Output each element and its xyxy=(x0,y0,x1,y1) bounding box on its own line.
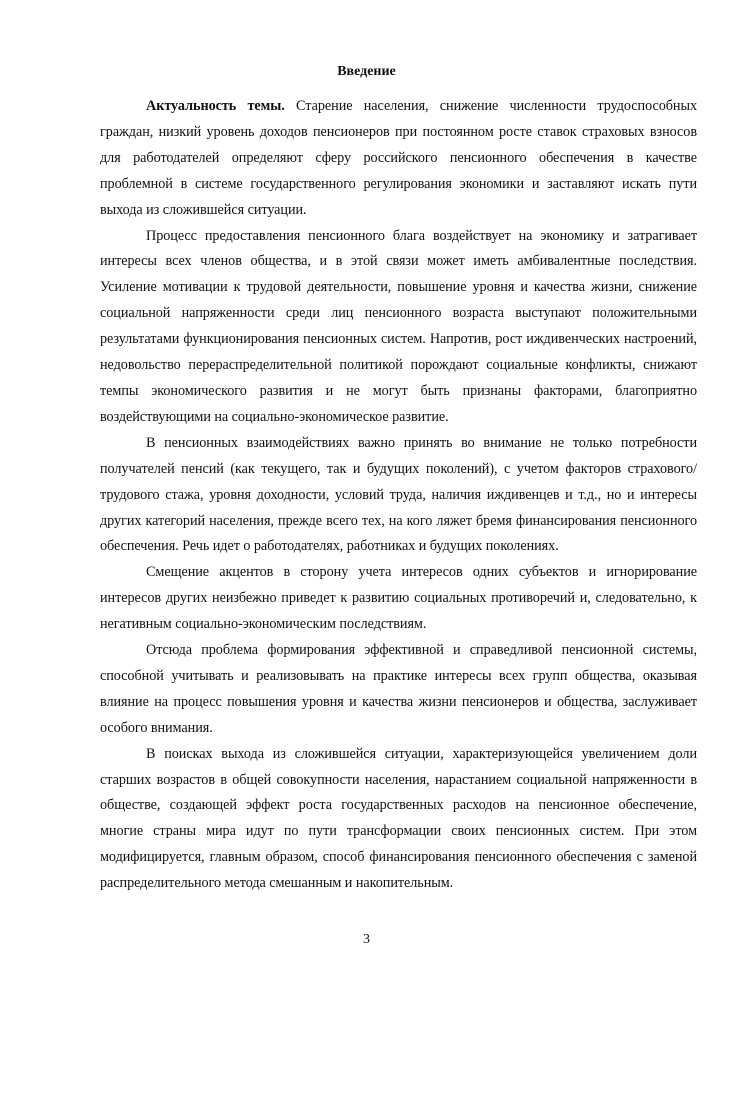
paragraph: В пенсионных взаимодействиях важно принять во внимание не только потребности получателей пенсий (как текущего, так и будущих поколений), с учетом факторов страхового/трудового стажа, уровня доходности, условий труда, наличия иждивенцев и т.д., но и интересы других категорий населения, прежде всего тех, на кого ляжет бремя финансирования пенсионного обеспечения. Речь идет о работодателях, работниках и будущих поколениях. xyxy=(100,434,697,555)
page-number: 3 xyxy=(363,932,370,947)
paragraph-relevance xyxy=(100,94,697,224)
page-title: Введение xyxy=(337,64,396,79)
paragraph: В поисках выхода из сложившейся ситуации, характеризующейся увеличением доли старших возрастов в общей совокупности населения, нарастанием социальной напряженности в обществе, создающей эффект роста государственных расходов на пенсионное обеспечение, многие страны мира идут по пути трансформации своих пенсионных систем. При этом модифицируется, главным образом, способ финансирования пенсионного обеспечения с заменой распределительного метода смешанным и накопительным. xyxy=(100,745,697,892)
paragraph-text: Старение населения, снижение численности трудоспособных граждан, низкий уровень доходов пенсионеров при постоянном росте ставок страховых взносов для работодателей определяют сферу российского пенсионного обеспечения в качестве проблемной в системе государственного регулирования экономики и заставляют искать пути выхода из сложившейся ситуации. xyxy=(100,98,697,218)
paragraph: Отсюда проблема формирования эффективной и справедливой пенсионной системы, способной учитывать и реализовывать на практике интересы всех групп общества, оказывая влияние на процесс повышения уровня и качества жизни пенсионеров и общества, заслуживает особого внимания. xyxy=(100,642,697,736)
paragraph: Процесс предоставления пенсионного блага воздействует на экономику и затрагивает интересы всех членов общества, и в этой связи может иметь амбивалентные последствия. Усиление мотивации к трудовой деятельности, повышение уровня и качества жизни, снижение социальной напряженности среди лиц пенсионного возраста выступают положительными результатами функционирования пенсионных систем. Напротив, рост иждивенческих настроений, недовольство перераспределительной политикой порождают социальные конфликты, снижают темпы экономического развития и не могут быть признаны факторами, благоприятно воздействующими на социально-экономическое развитие. xyxy=(100,227,697,425)
paragraph-lead: Актуальность темы. xyxy=(146,98,285,114)
paragraph: Смещение акцентов в сторону учета интересов одних субъектов и игнорирование интересов других неизбежно приведет к развитию социальных противоречий и, следовательно, к негативным социально-экономическим последствиям. xyxy=(100,564,697,633)
body-text xyxy=(100,94,697,897)
